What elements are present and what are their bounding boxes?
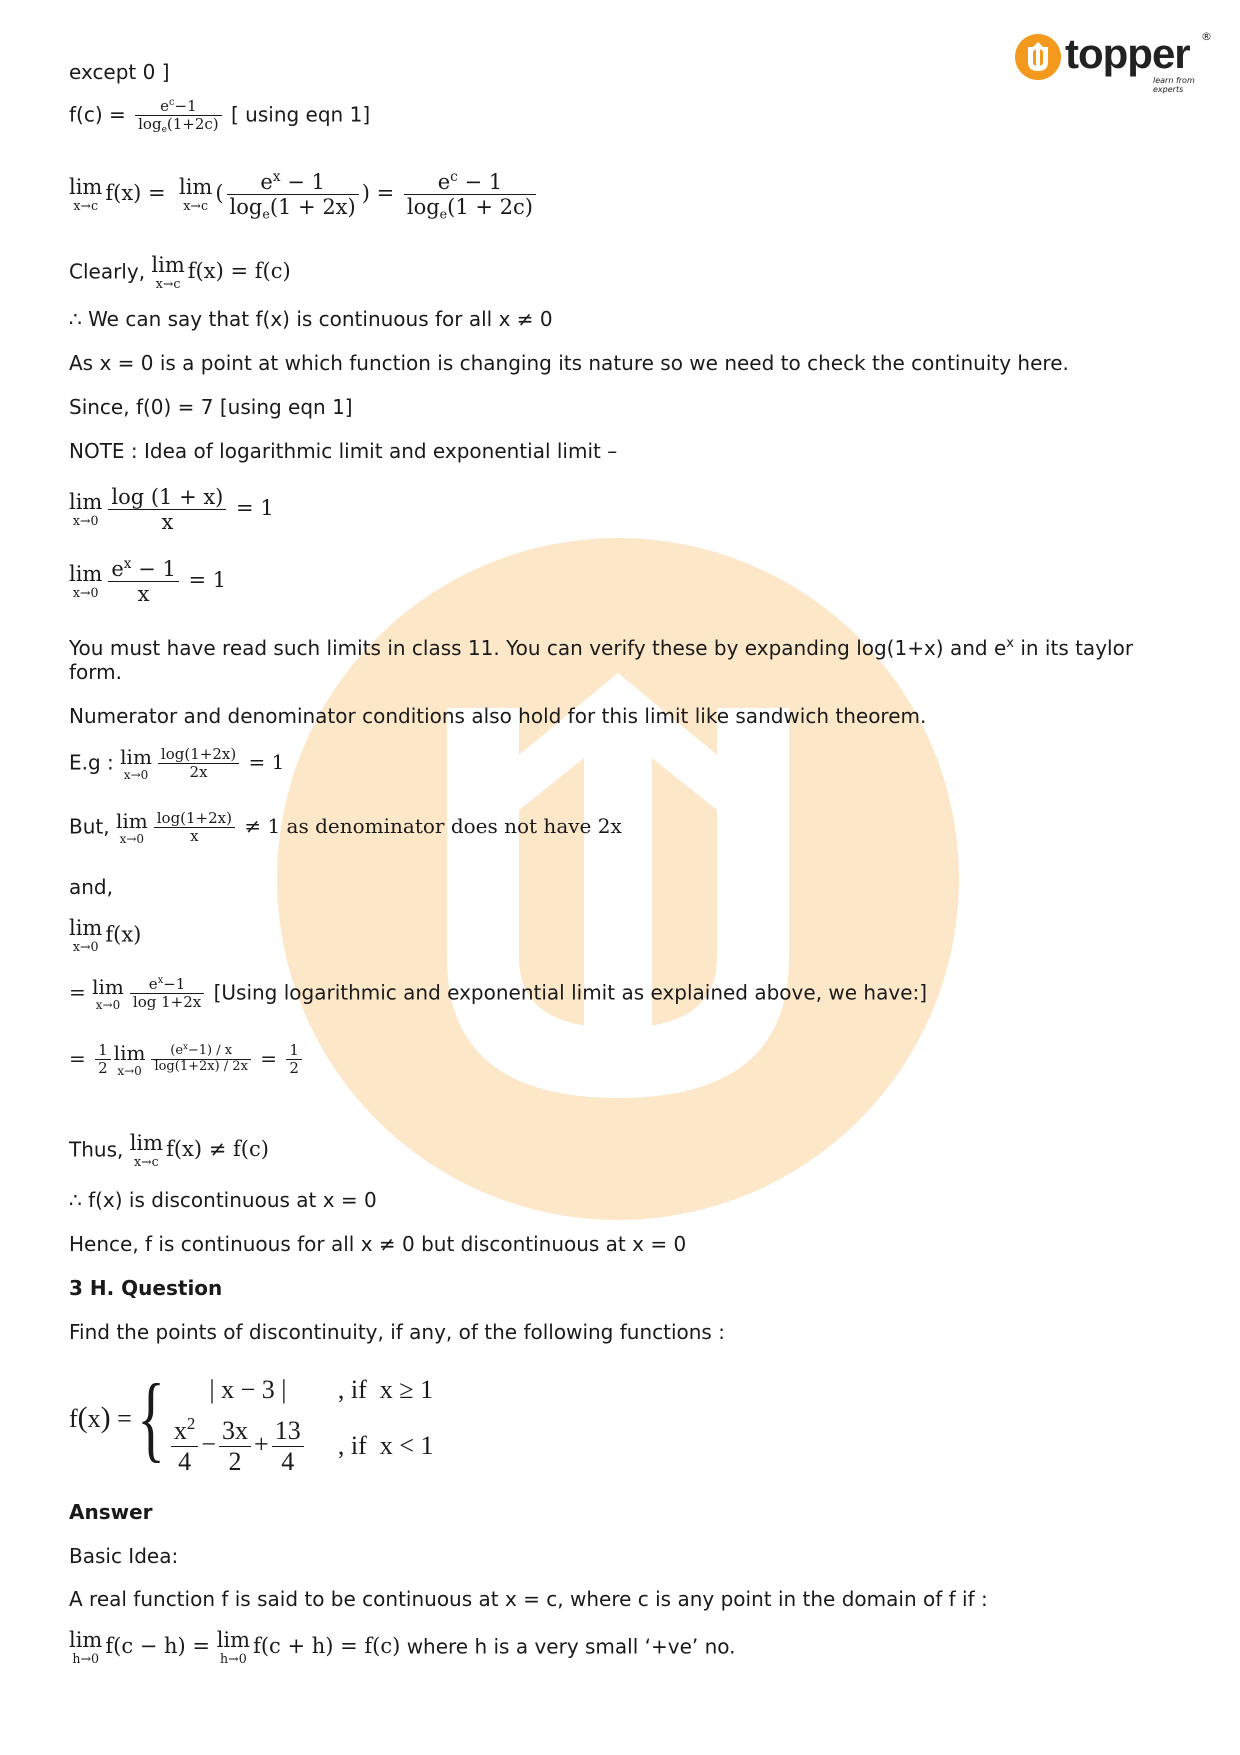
numerator-denominator-text: Numerator and denominator conditions also hold for this limit like sandwich theorem. xyxy=(69,704,927,728)
class11-text: You must have read such limits in class 11. You can verify these by expanding log(1+x) and $e^x$ in its taylor xyxy=(69,636,1134,660)
topper-u-icon xyxy=(1015,34,1061,80)
fc-equation xyxy=(69,98,370,134)
discontinuous-statement: ∴ f(x) is discontinuous at x = 0 xyxy=(69,1188,377,1212)
note-text: NOTE : Idea of logarithmic limit and exponential limit – xyxy=(69,439,618,463)
question-heading: 3 H. Question xyxy=(69,1276,223,1300)
nature-change-text: As x = 0 is a point at which function is changing its nature so we need to check the continuity here. xyxy=(69,351,1069,375)
continuity-condition-note: where h is a very small ‘+ve’ no. xyxy=(406,1634,736,1659)
limit-fx-zero: lim x→0 f(x) xyxy=(69,916,142,954)
clearly-label: Clearly, xyxy=(69,259,146,284)
piecewise-function: f(x) ={ | x − 3 | , if x ≥ 1 $\frac{x^2}{4}$ − $\frac{3x}{2}$ + $\frac{13}{4}$ , if x < 1 xyxy=(69,1364,434,1476)
conclusion-statement: Hence, f is continuous for all x ≠ 0 but discontinuous at x = 0 xyxy=(69,1232,687,1256)
thus-label: Thus, xyxy=(69,1137,124,1162)
and-text: and, xyxy=(69,875,113,899)
eg-equation: E.g : lim x→0 $\frac{\log(1+2x)}{2x}$ = 1 xyxy=(69,744,285,782)
f-zero-text: Since, f(0) = 7 [using eqn 1] xyxy=(69,395,353,419)
topper-logo[interactable] xyxy=(1015,30,1215,92)
class11-text-b: in its taylor xyxy=(1013,636,1134,660)
limit-step-note: [Using logarithmic and exponential limit as explained above, we have:] xyxy=(213,980,928,1005)
registered-mark: ® xyxy=(1201,30,1212,43)
but-reason: as denominator does not have 2x xyxy=(286,814,622,839)
log-limit-formula: lim x→0 $\frac{\log (1 + x)}{x}$ = 1 xyxy=(69,485,274,535)
fc-note: [ using eqn 1] xyxy=(231,102,371,127)
form-text: form. xyxy=(69,660,122,684)
continuity-definition: A real function f is said to be continuous at x = c, where c is any point in the domain of f if : xyxy=(69,1587,988,1611)
exp-limit-formula: lim x→0 $\frac{e^x - 1}{x}$ = 1 xyxy=(69,555,227,607)
half-limit-equation: = $\frac{1}{2}$ lim x→0 $\frac{(e^x-1) / x}{\log(1+2x) / 2x}$ = $\frac{1}{2}$ xyxy=(69,1042,305,1078)
logo-tagline: learn from experts xyxy=(1153,76,1195,94)
clearly-equation: Clearly, lim x→c f(x) = f(c) xyxy=(69,253,291,291)
class11-text-a: You must have read such limits in class 11. You can verify these by expanding log(1+x) and e xyxy=(69,636,1007,660)
but-equation: But, lim x→0 $\frac{\log(1+2x)}{x}$ ≠ 1 as denominator does not have 2x xyxy=(69,808,622,846)
basic-idea-label: Basic Idea: xyxy=(69,1544,179,1568)
limit-fx-c-equation: lim x→c f(x) = lim x→c ( $\frac{e^x - 1}{\log_e(1 + 2x)}$ ) = $\frac{e^c - 1}{\log_e(1 + 2c)}$ xyxy=(69,170,539,219)
question-text: Find the points of discontinuity, if any, of the following functions : xyxy=(69,1320,725,1344)
but-label: But, xyxy=(69,814,110,839)
limit-step-equation: = lim x→0 $\frac{e^x-1}{\log 1+2x}$ [Using logarithmic and exponential limit as explained above, we have:] xyxy=(69,974,928,1012)
fc-label: f(c) = xyxy=(69,102,126,127)
text-except-zero: except 0 ] xyxy=(69,60,170,84)
continuous-statement: ∴ We can say that f(x) is continuous for all x ≠ 0 xyxy=(69,307,553,331)
eg-label: E.g : xyxy=(69,750,114,775)
fc-fraction: $\frac{e^c-1}{\log_e(1+2c)}$ xyxy=(135,98,222,134)
thus-equation: Thus, lim x→c f(x) ≠ f(c) xyxy=(69,1131,269,1169)
logo-text: topper xyxy=(1065,30,1190,77)
continuity-condition: lim h→0 f(c − h) = lim h→0 f(c + h) = f(c) where h is a very small ‘+ve’ no. xyxy=(69,1628,736,1666)
answer-heading: Answer xyxy=(69,1500,153,1524)
